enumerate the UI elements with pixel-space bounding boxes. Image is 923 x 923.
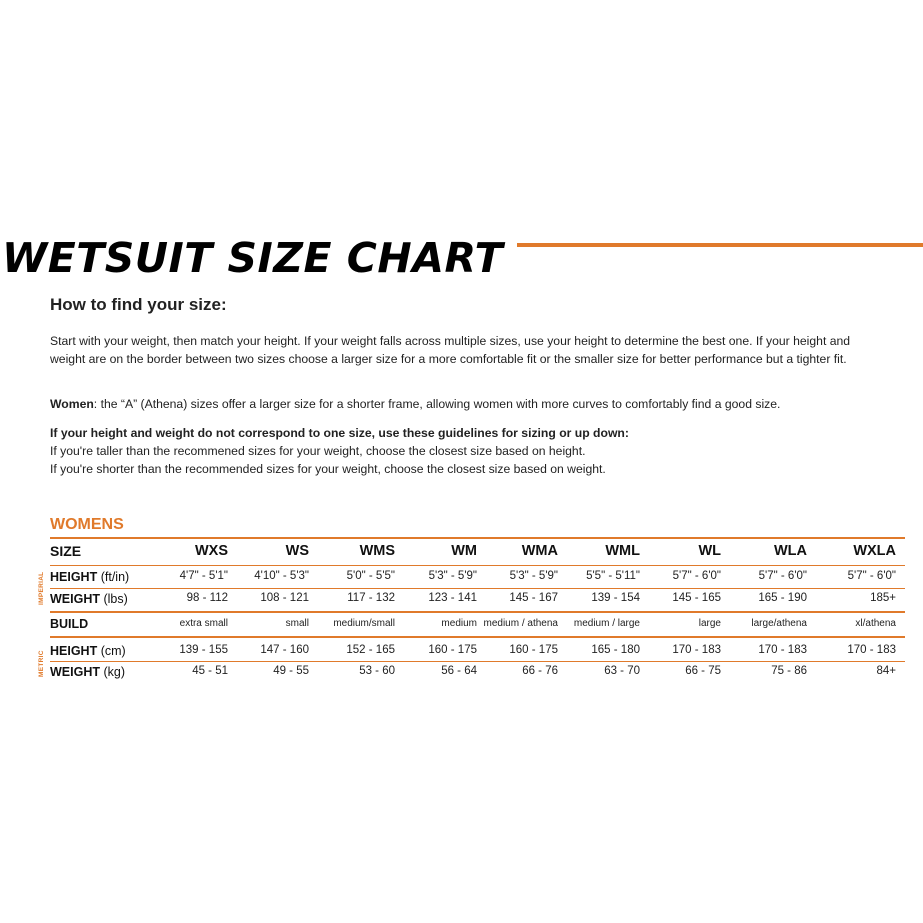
height-metric-label — [50, 644, 126, 658]
size-header-wxla: WXLA — [853, 543, 896, 559]
weight-metric-label — [50, 665, 125, 679]
height-imperial-cell: 4'7" - 5'1" — [179, 570, 228, 582]
instructions-paragraph — [50, 332, 910, 368]
weight-imperial-cell: 108 - 121 — [260, 592, 309, 604]
weight-metric-cell: 63 - 70 — [604, 665, 640, 677]
height-metric-cell: 170 - 183 — [847, 644, 896, 656]
title-accent-rule — [517, 243, 923, 247]
build-cell: large — [698, 618, 721, 629]
height-imperial-cell: 5'0" - 5'5" — [346, 570, 395, 582]
height-imperial-cell: 5'3" - 5'9" — [428, 570, 477, 582]
instructions-line-2: weight are on the border between two sizes choose a larger size for a more comfortable fit or the smaller size for better performance but a tighter fit. — [50, 352, 847, 366]
weight-imperial-cell: 145 - 165 — [672, 592, 721, 604]
size-header-wla: WLA — [773, 543, 807, 559]
weight-imperial-cell: 145 - 167 — [509, 592, 558, 604]
size-header-wma: WMA — [521, 543, 558, 559]
weight-imperial-cell: 117 - 132 — [347, 592, 395, 604]
guideline-shorter: If you're shorter than the recommended sizes for your weight, choose the closest size based on weight. — [50, 462, 606, 476]
section-title-womens: WOMENS — [50, 516, 124, 533]
build-cell: medium/small — [333, 618, 395, 629]
guidelines — [50, 424, 910, 478]
height-imperial-cell: 5'5" - 5'11" — [586, 570, 640, 582]
size-row-label: SIZE — [50, 543, 82, 559]
weight-imperial-unit: (lbs) — [100, 592, 128, 606]
build-cell: small — [285, 618, 309, 629]
build-cell: large/athena — [751, 618, 807, 629]
height-imperial-unit: (ft/in) — [97, 570, 130, 584]
size-row-rule — [50, 565, 905, 566]
page-title: WETSUIT SIZE CHART — [2, 234, 504, 282]
build-label — [50, 617, 88, 631]
weight-metric-cell: 75 - 86 — [771, 665, 807, 677]
size-header-ws: WS — [285, 543, 309, 559]
weight-metric-cell: 45 - 51 — [192, 665, 228, 677]
weight-imperial-cell: 123 - 141 — [428, 592, 477, 604]
weight-metric-cell: 84+ — [876, 665, 896, 677]
build-rule — [50, 636, 905, 638]
size-header-wms: WMS — [359, 543, 395, 559]
weight-metric-cell: 53 - 60 — [359, 665, 395, 677]
height-metric-cell: 170 - 183 — [672, 644, 721, 656]
build-label-text: BUILD — [50, 617, 89, 631]
height-metric-cell: 152 - 165 — [346, 644, 395, 656]
build-cell: extra small — [179, 618, 228, 629]
weight-metric-cell: 56 - 64 — [441, 665, 477, 677]
size-header-wl: WL — [698, 543, 721, 559]
height-metric-cell: 147 - 160 — [260, 644, 309, 656]
height-imperial-cell: 5'7" - 6'0" — [847, 570, 896, 582]
size-header-wxs: WXS — [194, 543, 228, 559]
imperial-side-label: IMPERIAL — [38, 571, 45, 605]
height-imperial-label — [50, 570, 129, 584]
guideline-taller: If you're taller than the recommened sizes for your weight, choose the closest size based on height. — [50, 444, 586, 458]
weight-imperial-cell: 139 - 154 — [591, 592, 640, 604]
height-metric-label-text: HEIGHT — [50, 644, 98, 658]
guideline-heading: If your height and weight do not correspond to one size, use these guidelines for sizing or up down: — [50, 426, 629, 440]
height-imperial-cell: 4'10" - 5'3" — [254, 570, 309, 582]
weight-metric-unit: (kg) — [100, 665, 125, 679]
size-header-wml: WML — [605, 543, 640, 559]
height-metric-cell: 160 - 175 — [509, 644, 558, 656]
height-metric-cell: 165 - 180 — [591, 644, 640, 656]
build-cell: medium / athena — [483, 618, 558, 629]
height-imperial-cell: 5'3" - 5'9" — [509, 570, 558, 582]
instructions-line-1: Start with your weight, then match your height. If your weight falls across multiple sizes, use your height to determine the best one. If your height and — [50, 334, 851, 348]
women-label: Women — [50, 397, 94, 411]
weight-imperial-label-text: WEIGHT — [50, 592, 100, 606]
weight-metric-cell: 49 - 55 — [273, 665, 309, 677]
weight-imperial-rule — [50, 611, 905, 613]
weight-metric-cell: 66 - 76 — [522, 665, 558, 677]
height-metric-cell: 139 - 155 — [179, 644, 228, 656]
height-imperial-cell: 5'7" - 6'0" — [672, 570, 721, 582]
weight-imperial-cell: 165 - 190 — [758, 592, 807, 604]
weight-metric-cell: 66 - 75 — [685, 665, 721, 677]
metric-side-label: METRIC — [38, 650, 45, 677]
height-imperial-cell: 5'7" - 6'0" — [758, 570, 807, 582]
height-imperial-label-text: HEIGHT — [50, 570, 98, 584]
build-cell: xl/athena — [855, 618, 896, 629]
size-header-wm: WM — [451, 543, 477, 559]
height-metric-cell: 160 - 175 — [428, 644, 477, 656]
height-imperial-rule — [50, 588, 905, 589]
how-to-heading: How to find your size: — [50, 295, 227, 314]
build-cell: medium — [441, 618, 477, 629]
table-top-rule — [50, 537, 905, 539]
build-cell: medium / large — [573, 618, 640, 629]
height-metric-unit: (cm) — [97, 644, 126, 658]
women-note — [50, 395, 910, 413]
women-text: : the “A” (Athena) sizes offer a larger size for a shorter frame, allowing women with more curves to comfortably find a good size. — [93, 397, 781, 411]
weight-imperial-cell: 185+ — [870, 592, 896, 604]
weight-metric-label-text: WEIGHT — [50, 665, 100, 679]
weight-imperial-label — [50, 592, 128, 606]
height-metric-cell: 170 - 183 — [758, 644, 807, 656]
weight-imperial-cell: 98 - 112 — [186, 592, 228, 604]
height-metric-rule — [50, 661, 905, 662]
